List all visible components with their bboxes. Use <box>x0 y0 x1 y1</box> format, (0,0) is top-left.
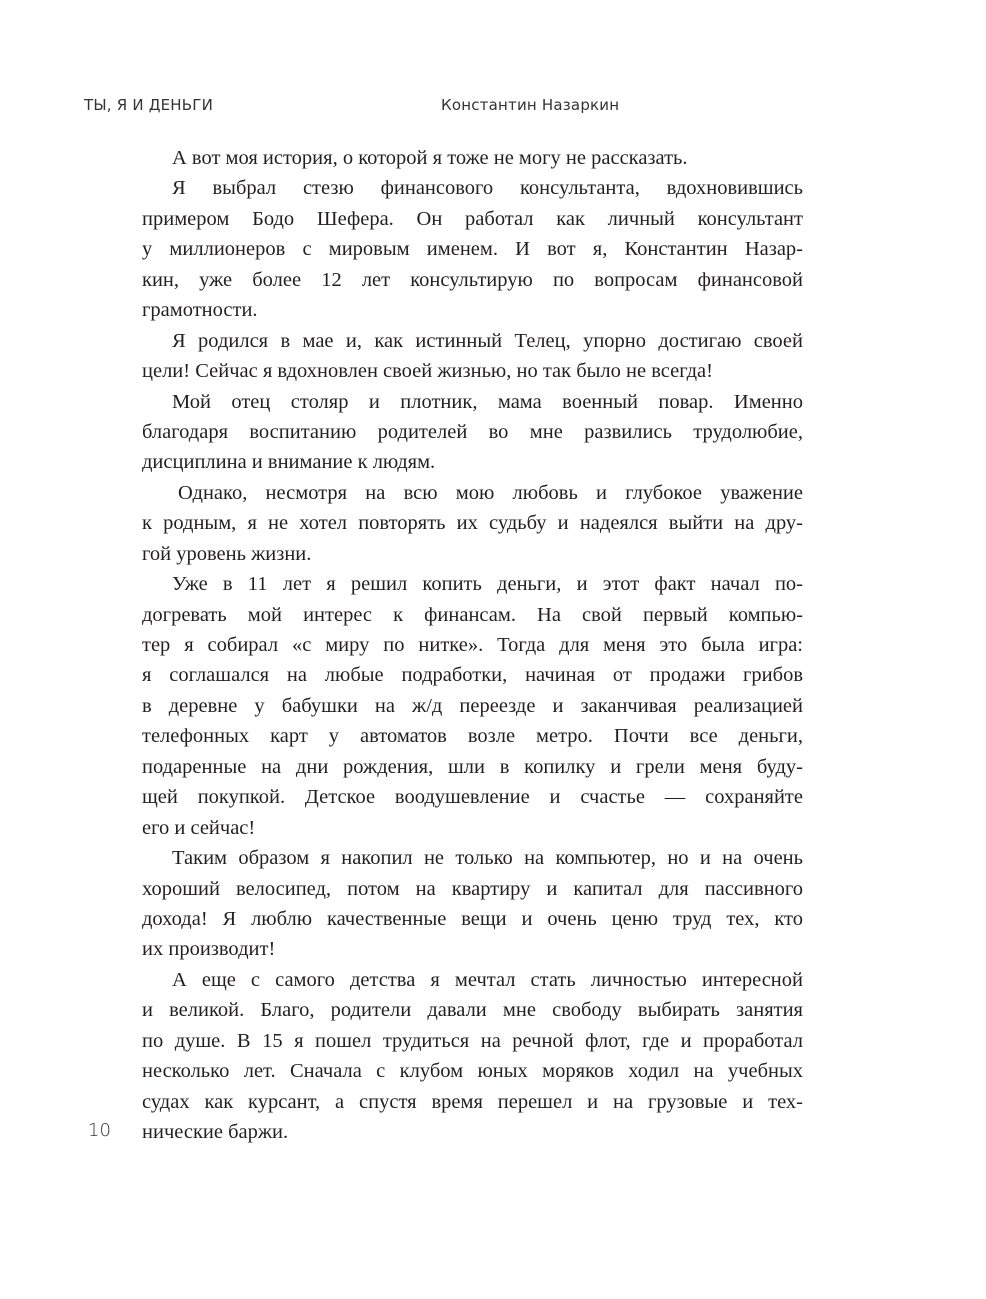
text-line: грамотности. <box>142 299 258 322</box>
text-line: Мой отец столяр и плотник, мама военный повар. Именно <box>172 390 803 413</box>
text-line: Таким образом я накопил не только на компьютер, но и на очень <box>172 847 803 870</box>
text-line: Я выбрал стезю финансового консультанта, вдохновившись <box>172 177 803 200</box>
text-line: их производит! <box>142 938 276 961</box>
text-line: догревать мой интерес к финансам. На свой первый компью- <box>142 603 803 626</box>
paragraph <box>142 326 803 387</box>
text-line: хороший велосипед, потом на квартиру и капитал для пассивного <box>142 877 803 900</box>
paragraph <box>142 173 803 325</box>
text-line: кин, уже более 12 лет консультирую по вопросам финансовой <box>142 268 803 291</box>
text-line: благодаря воспитанию родителей во мне развились трудолюбие, <box>142 420 803 443</box>
text-line: Уже в 11 лет я решил копить деньги, и этот факт начал по- <box>172 573 803 596</box>
text-line: примером Бодо Шефера. Он работал как личный консультант <box>142 207 803 230</box>
text-line: нические баржи. <box>142 1121 289 1143</box>
paragraph <box>142 843 803 965</box>
page-number: 10 <box>88 1120 111 1141</box>
paragraph <box>142 478 803 569</box>
text-line: Однако, несмотря на всю мою любовь и глубокое уважение <box>178 481 803 504</box>
text-line: судах как курсант, а спустя время перешел и на грузовые и тех- <box>142 1090 803 1113</box>
text-line: дисциплина и внимание к людям. <box>142 451 436 474</box>
running-header-book-title: ТЫ, Я И ДЕНЬГИ <box>84 96 214 114</box>
text-line: у миллионеров с мировым именем. И вот я, Константин Назар- <box>142 238 803 261</box>
text-line: его и сейчас! <box>142 816 256 839</box>
text-line: по душе. В 15 я пошел трудиться на речной флот, где и проработал <box>142 1029 803 1052</box>
text-line: подаренные на дни рождения, шли в копилку и грели меня буду- <box>142 755 803 778</box>
text-line: гой уровень жизни. <box>142 542 312 565</box>
paragraph <box>142 965 803 1148</box>
body-text <box>142 143 803 1147</box>
text-line: цели! Сейчас я вдохновлен своей жизнью, но так было не всегда! <box>142 360 713 383</box>
paragraph <box>142 143 803 173</box>
text-line: А вот моя история, о которой я тоже не могу не рассказать. <box>172 147 688 169</box>
paragraph <box>142 387 803 478</box>
text-line: к родным, я не хотел повторять их судьбу и надеялся выйти на дру- <box>142 512 803 535</box>
text-line: Я родился в мае и, как истинный Телец, упорно достигаю своей <box>172 329 803 352</box>
text-line: несколько лет. Сначала с клубом юных моряков ходил на учебных <box>142 1060 803 1083</box>
text-line: я соглашался на любые подработки, начиная от продажи грибов <box>142 664 803 687</box>
text-line: в деревне у бабушки на ж/д переезде и заканчивая реализацией <box>142 694 803 717</box>
text-line: и великой. Благо, родители давали мне свободу выбирать занятия <box>142 999 803 1022</box>
text-line: щей покупкой. Детское воодушевление и счастье — сохраняйте <box>142 786 803 809</box>
text-line: дохода! Я люблю качественные вещи и очень ценю труд тех, кто <box>142 907 803 930</box>
text-line: телефонных карт у автоматов возле метро. Почти все деньги, <box>142 725 803 748</box>
running-header-author: Константин Назаркин <box>441 96 620 114</box>
text-line: А еще с самого детства я мечтал стать личностью интересной <box>172 968 803 991</box>
text-line: тер я собирал «с миру по нитке». Тогда для меня это была игра: <box>142 634 803 656</box>
paragraph <box>142 569 803 843</box>
